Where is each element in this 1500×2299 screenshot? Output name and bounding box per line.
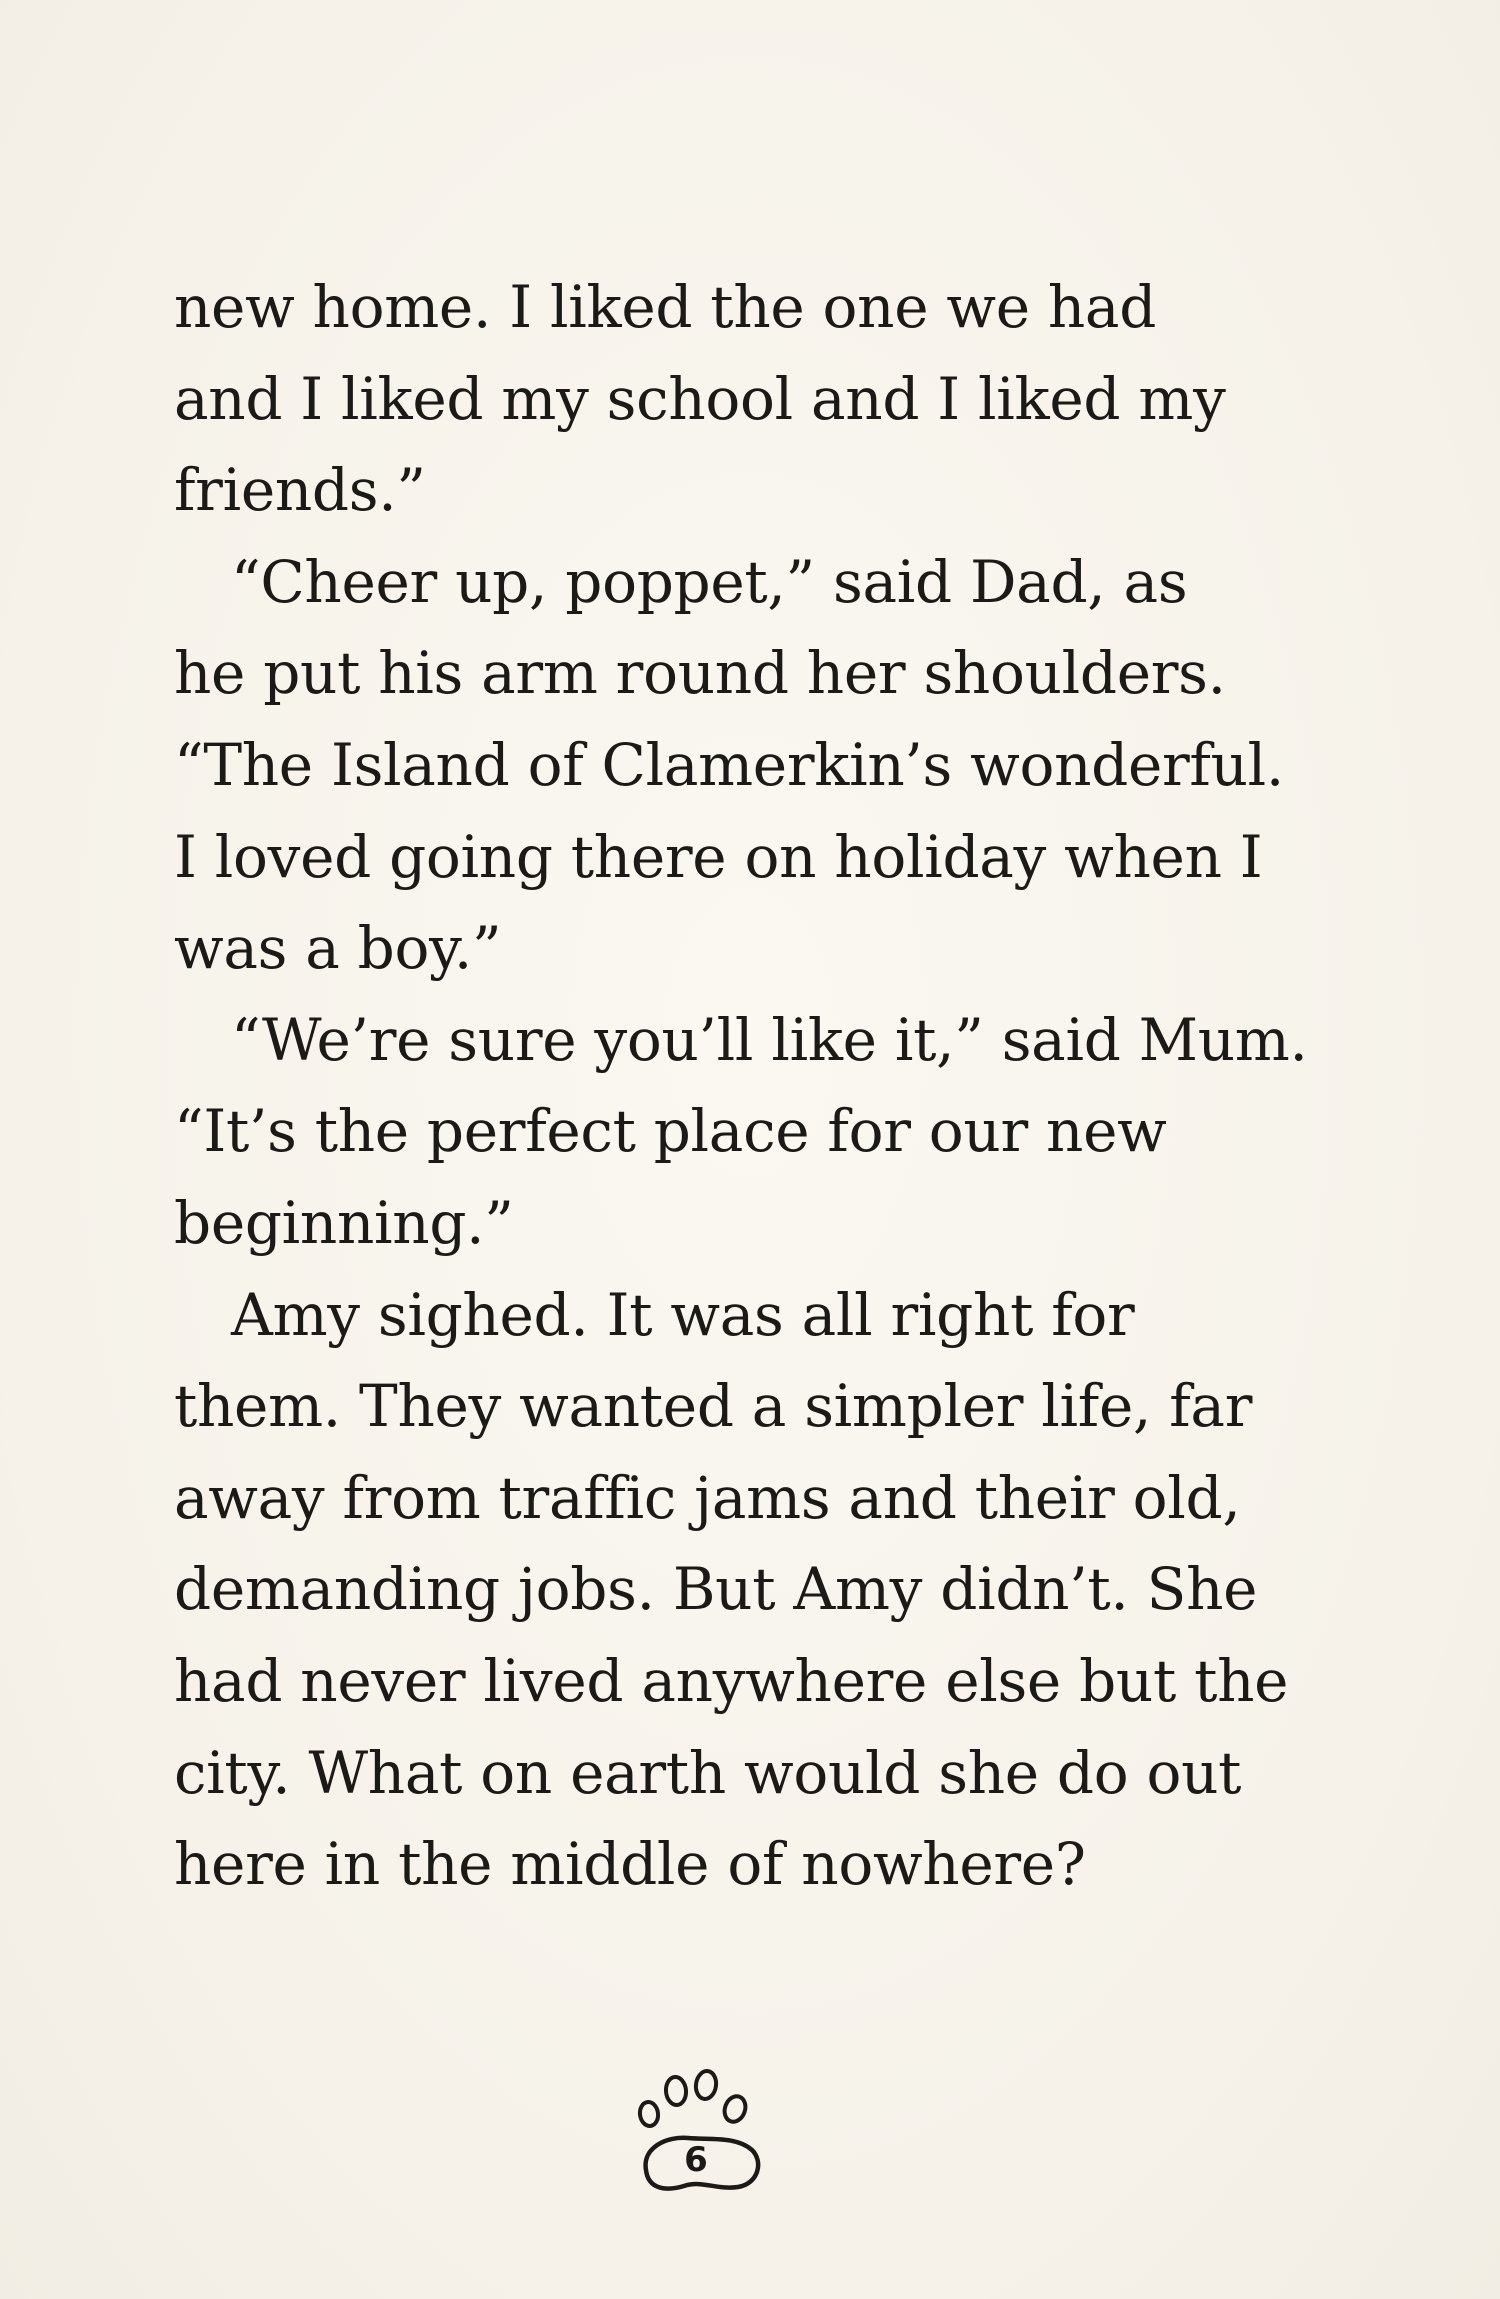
text-line: had never lived anywhere else but the xyxy=(174,1646,1289,1715)
text-line: city. What on earth would she do out xyxy=(174,1738,1242,1807)
text-line: demanding jobs. But Amy didn’t. She xyxy=(174,1555,1258,1624)
text-line: beginning.” xyxy=(174,1188,514,1257)
text-line: was a boy.” xyxy=(174,914,502,983)
text-line: them. They wanted a simpler life, far xyxy=(174,1372,1253,1441)
text-line: “The Island of Clamerkin’s wonderful. xyxy=(174,730,1285,799)
text-line: new home. I liked the one we had xyxy=(174,273,1157,341)
text-line: “We’re sure you’ll like it,” said Mum. xyxy=(231,1005,1308,1074)
text-line: he put his arm round her shoulders. xyxy=(174,639,1226,708)
text-line: I loved going there on holiday when I xyxy=(174,822,1263,891)
page-number-text: 6 xyxy=(684,2140,708,2180)
text-line: friends.” xyxy=(174,456,426,525)
text-line: “It’s the perfect place for our new xyxy=(174,1097,1167,1166)
text-line: here in the middle of nowhere? xyxy=(174,1830,1086,1899)
body-text xyxy=(174,262,1308,1911)
text-line: away from traffic jams and their old, xyxy=(174,1463,1241,1532)
text-line: “Cheer up, poppet,” said Dad, as xyxy=(231,547,1188,616)
page-number xyxy=(632,2052,796,2202)
text-line: and I liked my school and I liked my xyxy=(174,364,1226,433)
text-line: Amy sighed. It was all right for xyxy=(231,1280,1135,1349)
